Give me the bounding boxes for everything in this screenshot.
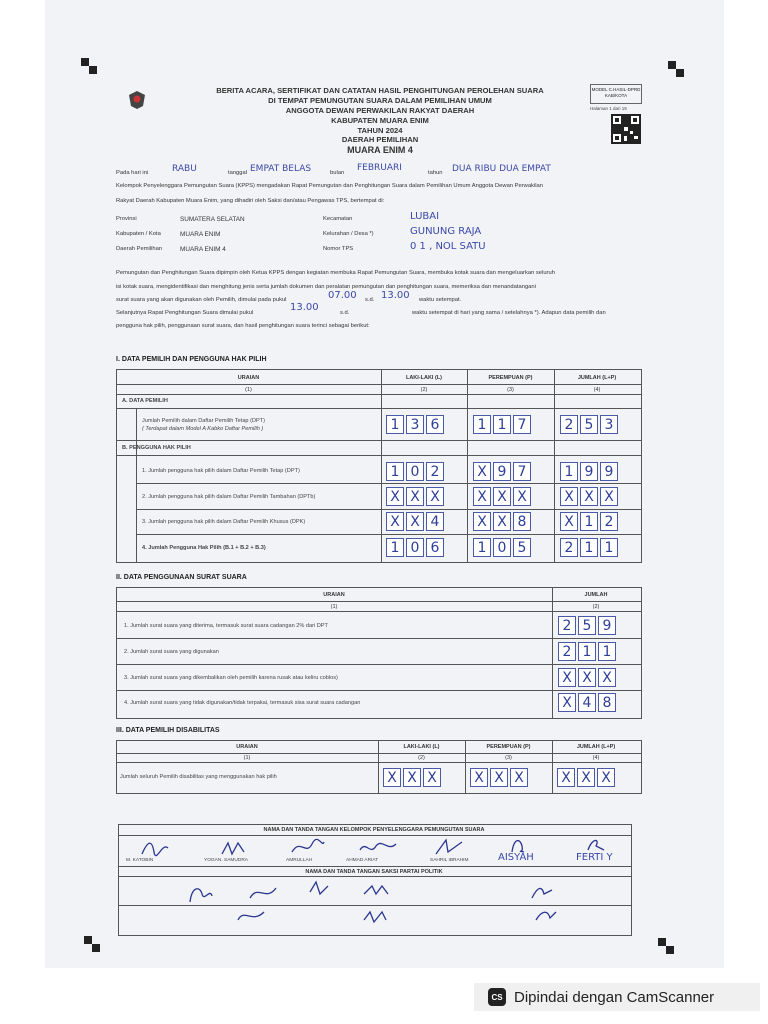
kecamatan-label: Kecamatan bbox=[323, 216, 353, 222]
digit-box: 1 bbox=[386, 462, 404, 481]
col-header: LAKI-LAKI (L) bbox=[403, 744, 440, 750]
divider bbox=[116, 440, 641, 441]
section-a-row-label: Jumlah Pemilih dalam Daftar Pemilih Tetap (DPT) bbox=[142, 418, 266, 424]
divider bbox=[116, 753, 641, 754]
signature-scribble bbox=[140, 838, 170, 858]
ballot-received-digits bbox=[558, 616, 616, 635]
signature-scribble bbox=[530, 882, 554, 902]
col-number: (1) bbox=[243, 755, 251, 761]
digit-box: 2 bbox=[558, 616, 576, 635]
divider bbox=[116, 762, 641, 763]
divider bbox=[116, 638, 641, 639]
digit-box: X bbox=[423, 768, 441, 787]
kelurahan-label: Kelurahan / Desa *) bbox=[323, 231, 374, 237]
disability-jumlah-digits bbox=[557, 768, 615, 787]
section-a-row-note: ( Terdapat dalam Model A Kabko Daftar Pemilih ) bbox=[142, 426, 264, 432]
digit-box: 8 bbox=[513, 512, 531, 531]
disability-laki-digits bbox=[383, 768, 441, 787]
digit-box: X bbox=[600, 487, 618, 506]
signature-scribble bbox=[534, 906, 558, 926]
b2-perempuan-digits bbox=[473, 487, 531, 506]
kelurahan-value: GUNUNG RAJA bbox=[410, 226, 482, 237]
digit-box: X bbox=[406, 487, 424, 506]
paragraph-line: Pemungutan dan Penghitungan Suara dipimpin oleh Ketua KPPS dengan kegiatan membuka Rapat Pemungutan Suara, membuka kotak suara dan mengeluarkan seluruh bbox=[116, 270, 555, 276]
digit-box: 7 bbox=[513, 415, 531, 434]
digit-box: 5 bbox=[578, 616, 596, 635]
ballot-returned-digits bbox=[558, 668, 616, 687]
year-value: DUA RIBU DUA EMPAT bbox=[452, 164, 551, 174]
divider bbox=[116, 601, 641, 602]
digit-box: X bbox=[426, 487, 444, 506]
month-value: FEBRUARI bbox=[357, 163, 402, 173]
digit-box: 1 bbox=[580, 512, 598, 531]
title-line: BERITA ACARA, SERTIFIKAT DAN CATATAN HASIL PENGHITUNGAN PEROLEHAN SUARA bbox=[216, 86, 544, 95]
paragraph-line: waktu setempat. bbox=[419, 297, 462, 303]
digit-box: 1 bbox=[473, 538, 491, 557]
ballot-row-label: 4. Jumlah surat suara yang tidak digunakan/tidak terpakai, termasuk sisa surat suara cadangan bbox=[124, 700, 361, 706]
digit-box: 3 bbox=[600, 415, 618, 434]
digit-box: 0 bbox=[406, 538, 424, 557]
digit-box: X bbox=[510, 768, 528, 787]
section3-title: III. DATA PEMILIH DISABILITAS bbox=[116, 727, 220, 734]
registration-mark bbox=[658, 938, 666, 946]
col-header: URAIAN bbox=[237, 375, 260, 381]
col-number: (2) bbox=[420, 387, 428, 393]
divider bbox=[116, 611, 641, 612]
divider bbox=[118, 835, 631, 836]
digit-box: 3 bbox=[406, 415, 424, 434]
digit-box: 0 bbox=[406, 462, 424, 481]
digit-box: 0 bbox=[493, 538, 511, 557]
district-name: MUARA ENIM 4 bbox=[347, 145, 413, 155]
signature-scribble bbox=[248, 882, 278, 904]
digit-box: X bbox=[577, 768, 595, 787]
signature-scribble bbox=[290, 838, 326, 858]
divider bbox=[118, 866, 631, 867]
divider bbox=[136, 408, 137, 562]
signature-scribble bbox=[432, 836, 468, 858]
col-header: URAIAN bbox=[323, 592, 345, 598]
section-b-title: B. PENGGUNA HAK PILIH bbox=[122, 445, 191, 451]
divider bbox=[136, 509, 641, 510]
b1-laki-digits bbox=[386, 462, 444, 481]
digit-box: 1 bbox=[580, 538, 598, 557]
count-start-value: 13.00 bbox=[290, 302, 319, 313]
col-header: JUMLAH (L+P) bbox=[577, 375, 617, 381]
digit-box: X bbox=[557, 768, 575, 787]
digit-box: 4 bbox=[578, 693, 596, 712]
b3-jumlah-digits bbox=[560, 512, 618, 531]
digit-box: X bbox=[493, 512, 511, 531]
signature-scribble bbox=[358, 838, 398, 858]
kpps-member-name: AHMAD ARIAT bbox=[346, 858, 379, 863]
b2-jumlah-digits bbox=[560, 487, 618, 506]
digit-box: X bbox=[598, 668, 616, 687]
saksi-signature-title: NAMA DAN TANDA TANGAN SAKSI PARTAI POLITIK bbox=[305, 869, 443, 875]
registration-mark bbox=[666, 946, 674, 954]
col-number: (3) bbox=[507, 387, 514, 393]
divider bbox=[136, 483, 641, 484]
digit-box: 1 bbox=[386, 415, 404, 434]
camscanner-text: Dipindai dengan CamScanner bbox=[514, 988, 715, 1006]
qr-code-icon bbox=[611, 114, 641, 144]
month-label: bulan bbox=[330, 170, 345, 176]
ballot-row-label: 2. Jumlah surat suara yang digunakan bbox=[124, 649, 219, 655]
paragraph-line: pengguna hak pilih, penggunaan surat suara, dan hasil penghitungan suara terinci sebagai berikut: bbox=[116, 323, 370, 329]
digit-box: 2 bbox=[560, 538, 578, 557]
kpps-member-name: AISYAH bbox=[498, 852, 534, 863]
title-line: KABUPATEN MUARA ENIM bbox=[331, 116, 429, 125]
divider bbox=[116, 408, 641, 409]
digit-box: 1 bbox=[600, 538, 618, 557]
digit-box: 1 bbox=[386, 538, 404, 557]
ballot-used-digits bbox=[558, 642, 616, 661]
digit-box: X bbox=[473, 462, 491, 481]
col-number: (4) bbox=[593, 387, 601, 393]
dpt-jumlah-digits bbox=[560, 415, 618, 434]
digit-box: 6 bbox=[426, 538, 444, 557]
dapil-value: MUARA ENIM 4 bbox=[180, 246, 226, 253]
signature-scribble bbox=[186, 882, 214, 904]
kpu-logo-icon bbox=[128, 90, 146, 110]
paragraph-sd: s.d. bbox=[340, 310, 350, 316]
registration-mark bbox=[92, 944, 100, 952]
col-number: (2) bbox=[592, 604, 600, 610]
digit-box: 9 bbox=[580, 462, 598, 481]
paragraph-line: isi kotak suara, mengidentifikasi dan menghitung jenis serta jumlah dokumen dan peralatan pemungutan dan penghitungan suara, memeriksa dan menandatangani bbox=[116, 284, 536, 290]
col-number: (3) bbox=[505, 755, 512, 761]
digit-box: X bbox=[560, 487, 578, 506]
year-label: tahun bbox=[428, 170, 443, 176]
divider bbox=[136, 534, 641, 535]
b1-perempuan-digits bbox=[473, 462, 531, 481]
section-b-row-label: 3. Jumlah pengguna hak pilih dalam Daftar Pemilih Khusus (DPK) bbox=[142, 519, 306, 525]
digit-box: 1 bbox=[578, 642, 596, 661]
time-end-value: 13.00 bbox=[381, 290, 410, 301]
document-title bbox=[200, 86, 560, 136]
registration-mark bbox=[84, 936, 92, 944]
section-b-row-label: 4. Jumlah Pengguna Hak Pilih (B.1 + B.2 + B.3) bbox=[142, 545, 266, 551]
title-line: DI TEMPAT PEMUNGUTAN SUARA DALAM PEMILIHAN UMUM bbox=[268, 96, 492, 105]
digit-box: X bbox=[490, 768, 508, 787]
b4-laki-digits bbox=[386, 538, 444, 557]
col-header: JUMLAH (L+P) bbox=[576, 744, 616, 750]
b2-laki-digits bbox=[386, 487, 444, 506]
section-b-row-label: 1. Jumlah pengguna hak pilih dalam Daftar Pemilih Tetap (DPT) bbox=[142, 468, 300, 474]
digit-box: 2 bbox=[560, 415, 578, 434]
paragraph-line: waktu setempat di hari yang sama / setelahnya *). Adapun data pemilih dan bbox=[412, 310, 606, 316]
signature-scribble bbox=[236, 906, 266, 926]
digit-box: 1 bbox=[473, 415, 491, 434]
section1-title: I. DATA PEMILIH DAN PENGGUNA HAK PILIH bbox=[116, 356, 267, 363]
digit-box: X bbox=[406, 512, 424, 531]
kpps-member-name: M. KATOBIN bbox=[126, 858, 154, 863]
col-number: (1) bbox=[330, 604, 338, 610]
date-label: tanggal bbox=[228, 170, 248, 176]
tps-label: Nomor TPS bbox=[323, 246, 354, 252]
signature-scribble bbox=[584, 836, 606, 854]
paragraph-line: surat suara yang akan digunakan oleh Pemilih, dimulai pada pukul bbox=[116, 297, 287, 303]
b1-jumlah-digits bbox=[560, 462, 618, 481]
intro-paragraph-line: Kelompok Penyelenggara Pemungutan Suara (KPPS) mengadakan Rapat Pemungutan dan Penghitungan Suara dalam Pemilihan Umum Anggota Dewan Perwakilan bbox=[116, 183, 543, 189]
b3-laki-digits bbox=[386, 512, 444, 531]
kecamatan-value: LUBAI bbox=[410, 211, 440, 222]
digit-box: 5 bbox=[580, 415, 598, 434]
divider bbox=[116, 384, 641, 385]
b4-jumlah-digits bbox=[560, 538, 618, 557]
model-box: MODEL C.HASIL-DPRD KAB/KOTA bbox=[590, 84, 642, 104]
col-number: (2) bbox=[418, 755, 425, 761]
digit-box: X bbox=[386, 487, 404, 506]
digit-box: 6 bbox=[426, 415, 444, 434]
digit-box: 8 bbox=[598, 693, 616, 712]
kpps-member-name: FERTI Y bbox=[576, 852, 613, 863]
ballot-row-label: 1. Jumlah surat suara yang diterima, termasuk surat suara cadangan 2% dari DPT bbox=[124, 623, 328, 629]
digit-box: X bbox=[493, 487, 511, 506]
ballot-unused-digits bbox=[558, 693, 616, 712]
digit-box: X bbox=[403, 768, 421, 787]
signature-scribble bbox=[508, 836, 528, 854]
kabupaten-value: MUARA ENIM bbox=[180, 231, 221, 238]
registration-mark bbox=[81, 58, 89, 66]
title-line: ANGGOTA DEWAN PERWAKILAN RAKYAT DAERAH bbox=[285, 106, 475, 115]
digit-box: 2 bbox=[558, 642, 576, 661]
digit-box: X bbox=[560, 512, 578, 531]
district-block bbox=[200, 135, 560, 155]
registration-mark bbox=[668, 61, 676, 69]
digit-box: 4 bbox=[426, 512, 444, 531]
digit-box: 2 bbox=[600, 512, 618, 531]
digit-box: 1 bbox=[493, 415, 511, 434]
page-note: Halaman 1 dari 19 bbox=[590, 106, 627, 111]
kpps-signature-title: NAMA DAN TANDA TANGAN KELOMPOK PENYELENGGARA PEMUNGUTAN SUARA bbox=[263, 827, 485, 833]
digit-box: 1 bbox=[598, 642, 616, 661]
registration-mark bbox=[89, 66, 97, 74]
registration-mark bbox=[676, 69, 684, 77]
section-a-title: A. DATA PEMILIH bbox=[122, 398, 168, 404]
signature-scribble bbox=[362, 908, 388, 928]
col-header: JUMLAH bbox=[584, 592, 608, 598]
day-value: RABU bbox=[172, 164, 197, 174]
col-header: PEREMPUAN (P) bbox=[486, 744, 531, 750]
digit-box: X bbox=[470, 768, 488, 787]
camscanner-logo-icon: CS bbox=[488, 988, 506, 1006]
kpps-member-name: YOGAN. SAMUDRA bbox=[204, 858, 248, 863]
digit-box: 7 bbox=[513, 462, 531, 481]
digit-box: X bbox=[578, 668, 596, 687]
col-number: (1) bbox=[245, 387, 252, 393]
date-value: EMPAT BELAS bbox=[250, 164, 312, 174]
digit-box: 9 bbox=[493, 462, 511, 481]
disability-perempuan-digits bbox=[470, 768, 528, 787]
col-number: (4) bbox=[592, 755, 600, 761]
digit-box: X bbox=[473, 512, 491, 531]
kpps-member-name: SAHRIL IBRAHIM bbox=[430, 858, 469, 863]
day-label: Pada hari ini bbox=[116, 170, 149, 176]
digit-box: X bbox=[513, 487, 531, 506]
title-line: TAHUN 2024 bbox=[357, 126, 403, 135]
digit-box: X bbox=[383, 768, 401, 787]
divider bbox=[116, 664, 641, 665]
divider bbox=[118, 876, 631, 877]
divider bbox=[116, 394, 641, 395]
b4-perempuan-digits bbox=[473, 538, 531, 557]
paragraph-line: Selanjutnya Rapat Penghitungan Suara dimulai pukul bbox=[116, 310, 254, 316]
signature-scribble bbox=[220, 840, 246, 858]
provinsi-label: Provinsi bbox=[116, 216, 137, 222]
digit-box: 9 bbox=[598, 616, 616, 635]
intro-paragraph-line: Rakyat Daerah Kabupaten Muara Enim, yang dihadiri oleh Saksi dan/atau Pengawas TPS, bertempat di: bbox=[116, 198, 385, 204]
time-start-value: 07.00 bbox=[328, 290, 357, 301]
signature-scribble bbox=[306, 878, 332, 900]
digit-box: 5 bbox=[513, 538, 531, 557]
disability-row-label: Jumlah seluruh Pemilih disabilitas yang menggunakan hak pilih bbox=[120, 774, 277, 780]
digit-box: X bbox=[473, 487, 491, 506]
section-b-row-label: 2. Jumlah pengguna hak pilih dalam Daftar Pemilih Tambahan (DPTb) bbox=[142, 494, 316, 500]
digit-box: X bbox=[597, 768, 615, 787]
digit-box: X bbox=[386, 512, 404, 531]
camscanner-footer bbox=[474, 983, 760, 1011]
kpps-member-name: AMRULLAH bbox=[286, 858, 313, 863]
digit-box: X bbox=[558, 668, 576, 687]
divider bbox=[116, 455, 641, 456]
digit-box: 2 bbox=[426, 462, 444, 481]
digit-box: 1 bbox=[560, 462, 578, 481]
digit-box: X bbox=[580, 487, 598, 506]
district-label: DAERAH PEMILIHAN bbox=[341, 135, 419, 144]
dpt-perempuan-digits bbox=[473, 415, 531, 434]
tps-value: 0 1 , NOL SATU bbox=[410, 241, 486, 252]
divider bbox=[116, 690, 641, 691]
digit-box: 9 bbox=[600, 462, 618, 481]
paragraph-sd: s.d. bbox=[365, 297, 375, 303]
digit-box: X bbox=[558, 693, 576, 712]
ballot-row-label: 3. Jumlah surat suara yang dikembalikan oleh pemilih karena rusak atau keliru coblos) bbox=[124, 675, 338, 681]
section2-title: II. DATA PENGGUNAAN SURAT SUARA bbox=[116, 574, 247, 581]
b3-perempuan-digits bbox=[473, 512, 531, 531]
col-header: PEREMPUAN (P) bbox=[488, 375, 533, 381]
provinsi-value: SUMATERA SELATAN bbox=[180, 216, 245, 223]
kabupaten-label: Kabupaten / Kota bbox=[116, 231, 161, 237]
signature-scribble bbox=[362, 882, 390, 902]
dapil-label: Daerah Pemilihan bbox=[116, 246, 163, 252]
col-header: URAIAN bbox=[236, 744, 258, 750]
dpt-laki-digits bbox=[386, 415, 444, 434]
col-header: LAKI-LAKI (L) bbox=[405, 375, 443, 381]
